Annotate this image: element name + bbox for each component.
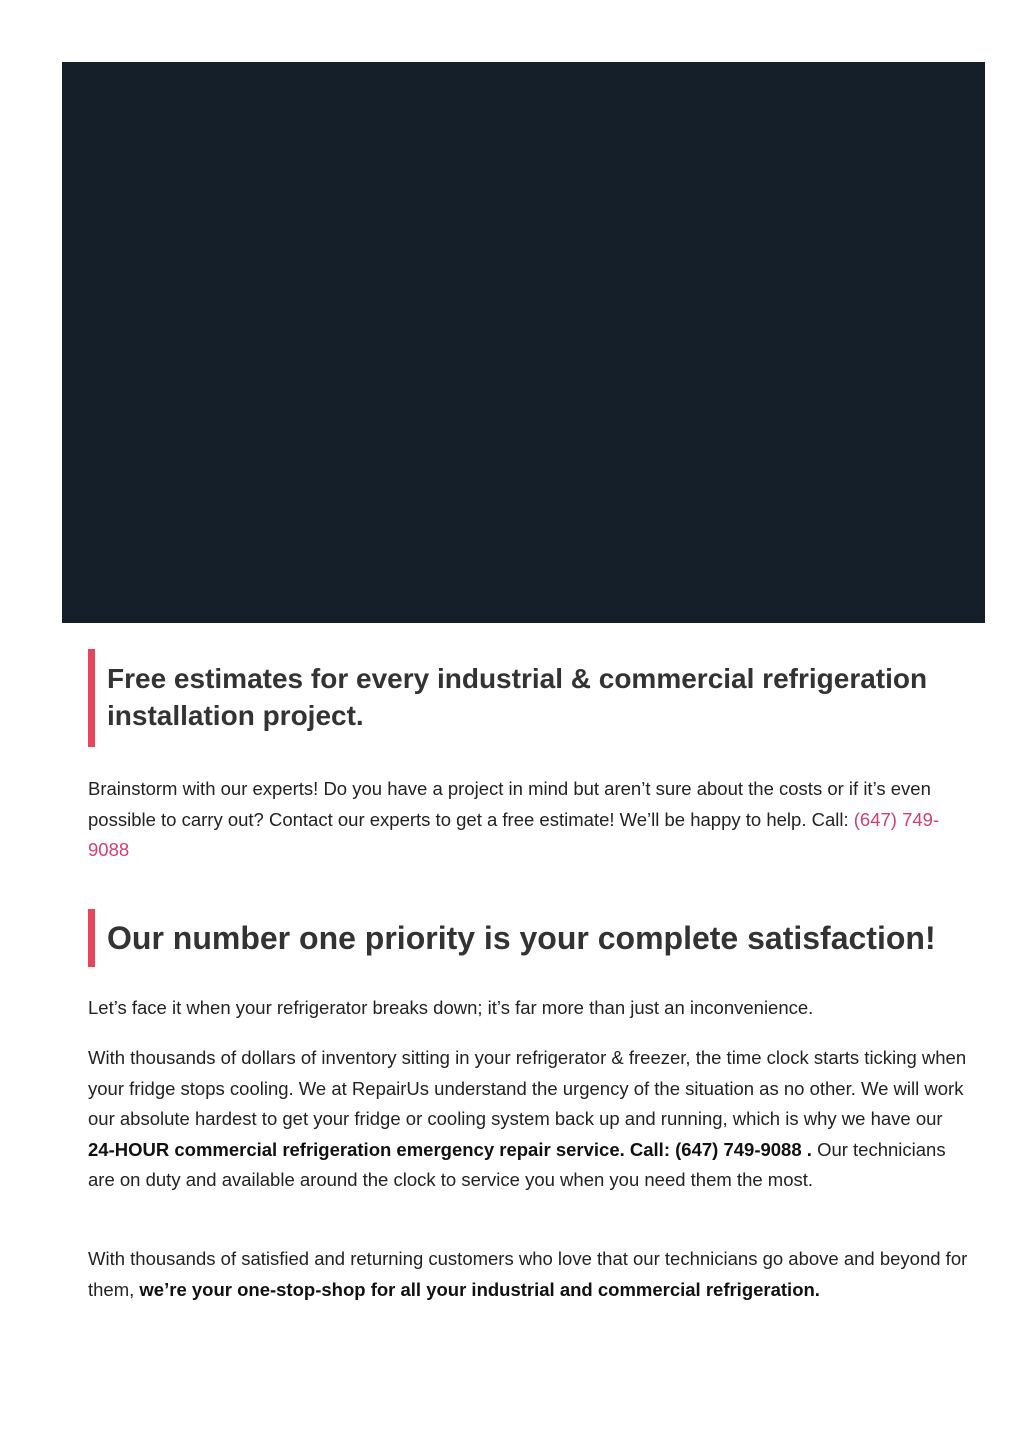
priority-heading: Our number one priority is your complete satisfaction!: [88, 909, 968, 967]
customers-text: With thousands of satisfied and returning customers who love that our technicians go above and beyond for them,: [88, 1248, 968, 1300]
call-label: Call:: [811, 808, 849, 830]
technicians-text: Our technicians are on duty and available around the clock to service you when you need them the most.: [88, 1138, 946, 1191]
estimates-heading: Free estimates for every industrial & commercial refrigeration installation project.: [88, 649, 948, 747]
emergency-phone-link[interactable]: (647) 749-9088: [675, 1138, 802, 1160]
estimates-paragraph: [88, 774, 968, 866]
emergency-period: .: [806, 1138, 812, 1160]
intro-paragraph: Let’s face it when your refrigerator breaks down; it’s far more than just an inconvenience.: [88, 997, 814, 1018]
emergency-service-bold: 24-HOUR commercial refrigeration emergency repair service. Call:: [88, 1138, 670, 1160]
customers-paragraph: [88, 1244, 968, 1305]
estimates-text: Brainstorm with our experts! Do you have a project in mind but aren’t sure about the costs or if it’s even possible to carry out? Contact our experts to get a free estimate! We’ll be happy to help.: [88, 778, 931, 830]
emergency-paragraph: [88, 1043, 968, 1196]
phone-link[interactable]: (647) 749-9088: [88, 808, 940, 861]
hero-image: [62, 62, 985, 623]
one-stop-shop-bold: we’re your one-stop-shop for all your industrial and commercial refrigeration.: [139, 1278, 820, 1300]
emergency-text: With thousands of dollars of inventory sitting in your refrigerator & freezer, the time clock starts ticking when your fridge stops cooling. We at RepairUs understand the urgency of the situation as no other. We will work our absolute hardest to get your fridge or cooling system back up and running, which is why we have our: [88, 1047, 967, 1130]
